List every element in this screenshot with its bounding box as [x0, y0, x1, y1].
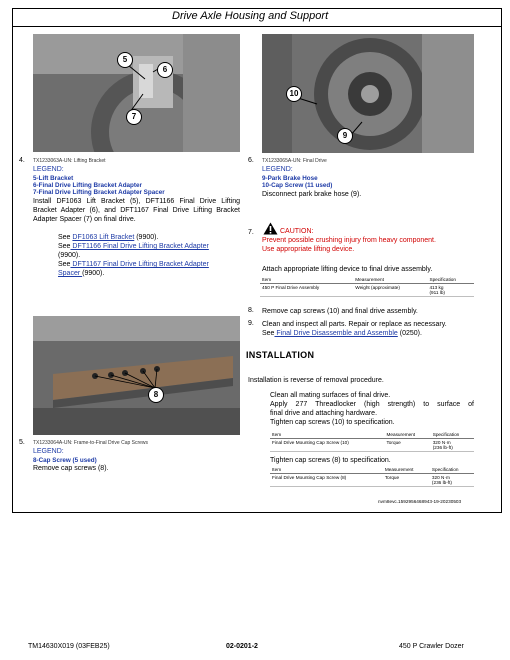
step9-see — [262, 329, 422, 338]
footer-manual-id: TM14630X019 (03FEB25) — [28, 643, 110, 650]
link-dft1167-adapter-spacer[interactable]: DFT1167 Final Drive Lifting Bracket Adapter — [70, 261, 209, 268]
table-header-row — [260, 276, 474, 284]
torque-spec-table-10 — [270, 431, 474, 452]
step7-body: Attach appropriate lifting device to final drive assembly. — [262, 266, 433, 273]
step5-body: Remove cap screws (8). — [33, 465, 109, 472]
spec-metric: 413 kg — [429, 285, 444, 290]
step5-number: 5. — [19, 439, 25, 446]
table-header: Item — [270, 431, 384, 439]
see-prefix: See — [58, 261, 71, 268]
step8-body: Remove cap screws (10) and final drive assembly. — [262, 308, 418, 315]
table-cell: Final Drive Mounting Cap Screw (10) — [270, 439, 384, 452]
photo-frame-art — [33, 316, 240, 435]
photo-lifting-bracket-art — [33, 34, 240, 152]
step4-legend-title: LEGEND: — [33, 166, 64, 173]
table-cell — [431, 439, 474, 452]
table-cell: 450 P Final Drive Assembly — [260, 284, 353, 297]
page-title: Drive Axle Housing and Support — [172, 10, 329, 22]
step5-caption: TX1233064A-UN: Frame-to-Final Drive Cap Screws — [33, 440, 149, 446]
callout-8: 8 — [148, 387, 164, 403]
spec-imperial: (236 lb-ft) — [431, 480, 452, 485]
photo-lifting-bracket — [33, 34, 240, 152]
link-dft1167-adapter-spacer-cont[interactable]: Spacer — [58, 270, 83, 277]
installation-intro: Installation is reverse of removal procedure. — [248, 377, 384, 384]
installation-steps — [270, 391, 474, 427]
see-prefix: See — [58, 234, 73, 241]
table-header-row — [270, 431, 474, 439]
see-prefix: See — [262, 330, 275, 337]
step4-see-links — [58, 233, 242, 278]
weight-spec-table — [260, 276, 474, 297]
step4-legend-item: 7-Final Drive Lifting Bracket Adapter Spacer — [33, 189, 165, 196]
table-row — [260, 284, 474, 297]
caution-label: CAUTION: — [280, 228, 314, 235]
spec-metric: 320 N·m — [432, 440, 451, 445]
installation-heading: INSTALLATION — [246, 350, 315, 360]
spec-imperial: (236 lb-ft) — [432, 445, 453, 450]
see-line-1 — [58, 233, 242, 242]
step8-number: 8. — [248, 307, 254, 314]
see-prefix: See — [58, 243, 71, 250]
step5-legend-title: LEGEND: — [33, 448, 64, 455]
step4-body-line: Install DF1063 Lift Bracket (5), DFT1166 Final Drive Lifting — [33, 198, 240, 205]
step6-body: Disconnect park brake hose (9). — [262, 191, 362, 198]
callout-5: 5 — [117, 52, 133, 68]
callout-6: 6 — [157, 62, 173, 78]
photo-frame-to-final-drive — [33, 316, 240, 435]
step6-legend-title: LEGEND: — [262, 166, 293, 173]
see-line-2 — [58, 242, 242, 251]
table-cell: Final Drive Mounting Cap Screw (8) — [270, 474, 383, 487]
spec-imperial: (911 lb) — [429, 290, 445, 295]
installation-line: Apply 277 Threadlocker (high strength) to surface of — [270, 401, 474, 408]
step4-body-line: Bracket Adapter (6), and DFT1167 Final Drive Lifting Bracket — [33, 207, 240, 214]
see-suffix: (0250). — [397, 330, 422, 337]
step7-number: 7. — [248, 229, 254, 236]
photo-final-drive — [262, 34, 474, 153]
table-cell — [430, 474, 474, 487]
step4-caption: TX1233063A-UN: Lifting Bracket — [33, 158, 106, 164]
step4-number: 4. — [19, 157, 25, 164]
table-row — [270, 439, 474, 452]
document-reference-id: nvm8evc.1592956468943-19-20230503 — [378, 499, 462, 504]
table-cell: Torque — [383, 474, 430, 487]
installation-line: Clean all mating surfaces of final drive. — [270, 392, 391, 399]
see-suffix: (9900). — [82, 270, 105, 277]
table-row — [270, 474, 474, 487]
table-header: Specification — [431, 431, 474, 439]
table-header: Measurement — [384, 431, 430, 439]
table-header-row — [270, 466, 474, 474]
step4-body-line: Adapter Spacer (7) on final drive. — [33, 216, 136, 223]
table-cell — [427, 284, 474, 297]
footer-machine-model: 450 P Crawler Dozer — [399, 643, 464, 650]
see-line-3 — [58, 260, 242, 269]
see-suffix: (9900). — [134, 234, 159, 241]
table-header: Measurement — [383, 466, 430, 474]
see-line-3b — [58, 269, 242, 278]
callout-10: 10 — [286, 86, 302, 102]
step5-legend-item: 8-Cap Screw (5 used) — [33, 457, 97, 464]
step6-caption: TX1233065A-UN: Final Drive — [262, 158, 327, 164]
table-header: Measurement — [353, 276, 427, 284]
step9-body: Clean and inspect all parts. Repair or replace as necessary. — [262, 321, 447, 328]
installation-line: final drive and attaching hardware. — [270, 410, 378, 417]
caution-text-2: Use appropriate lifting device. — [262, 246, 355, 253]
torque-spec-table-8 — [270, 466, 474, 487]
link-final-drive-disassemble[interactable]: Final Drive Disassemble and Assemble — [274, 330, 398, 337]
callout-9: 9 — [337, 128, 353, 144]
link-df1063-lift-bracket[interactable]: DF1063 Lift Bracket — [72, 234, 135, 241]
step4-legend-item: 6-Final Drive Lifting Bracket Adapter — [33, 182, 142, 189]
warning-triangle-icon — [263, 222, 278, 235]
table-header: Specification — [430, 466, 474, 474]
step6-legend-item: 10-Cap Screw (11 used) — [262, 182, 333, 189]
table-cell: Weight (approximate) — [353, 284, 427, 297]
step4-legend-item: 5-Lift Bracket — [33, 175, 74, 182]
table-header: Specification — [427, 276, 474, 284]
table-header: Item — [260, 276, 353, 284]
installation-line: Tighten cap screws (10) to specification. — [270, 419, 395, 426]
footer-page-number: 02-0201-2 — [226, 643, 258, 650]
step6-legend-item: 9-Park Brake Hose — [262, 175, 318, 182]
callout-7: 7 — [126, 109, 142, 125]
link-dft1166-adapter[interactable]: DFT1166 Final Drive Lifting Bracket Adapter — [70, 243, 209, 250]
see-suffix: (9900). — [58, 252, 81, 259]
step4-body — [33, 197, 240, 224]
step6-number: 6. — [248, 157, 254, 164]
installation-line-2: Tighten cap screws (8) to specification. — [270, 457, 391, 464]
spec-metric: 320 N·m — [431, 475, 450, 480]
step9-number: 9. — [248, 320, 254, 327]
table-header: Item — [270, 466, 383, 474]
table-cell: Torque — [384, 439, 430, 452]
caution-text-1: Prevent possible crushing injury from heavy component. — [262, 237, 436, 244]
